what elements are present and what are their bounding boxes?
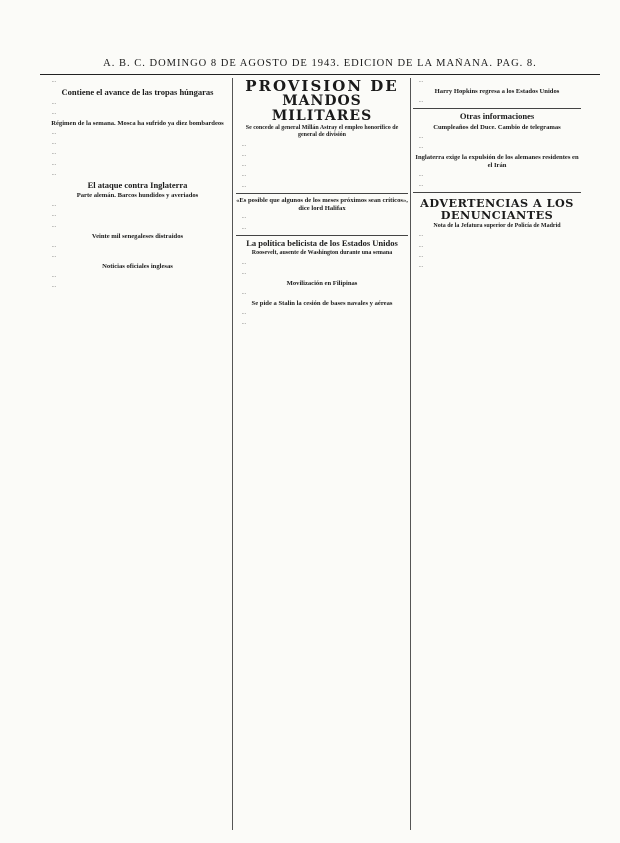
deck-line: Nota de la Jefatura superior de Policía de Madrid (433, 222, 561, 229)
subheadline: Parte alemán. Barcos hundidos y averiados (76, 192, 199, 200)
column-divider-2 (410, 78, 411, 830)
column-1 (46, 78, 229, 830)
subheadline: Veinte mil senegaleses distraidos (91, 232, 184, 240)
body-paragraph: ... (242, 259, 246, 266)
body-paragraph: ... (52, 252, 56, 259)
banner-headline: PROVISION DE (245, 78, 399, 95)
body-paragraph: ... (242, 162, 246, 169)
banner-headline: MANDOS MILITARES (271, 93, 373, 124)
body-paragraph: ... (419, 262, 423, 269)
subheadline: Cumpleaños del Duce. Cambio de telegramas (433, 123, 561, 131)
banner-headline: ADVERTENCIAS A LOS DENUNCIANTES (420, 195, 574, 223)
body-paragraph: ... (52, 283, 56, 290)
page-masthead: A. B. C. DOMINGO 8 DE AGOSTO DE 1943. EDICION DE LA MAÑANA. PAG. 8. (103, 58, 537, 69)
deck-line: Se concede al general Millán Astray el empleo honorífico de general de división (245, 125, 399, 139)
column-2 (236, 78, 408, 830)
body-paragraph: ... (52, 150, 56, 157)
body-paragraph: ... (419, 171, 423, 178)
body-paragraph: ... (242, 320, 246, 327)
body-paragraph: ... (419, 232, 423, 239)
section-rule (413, 192, 581, 193)
subheadline: Noticias oficiales inglesas (102, 263, 173, 271)
subheadline: «Es posible que algunos de los meses próximos sean críticos», dice lord Halifax (236, 196, 408, 212)
body-paragraph: ... (242, 224, 246, 231)
subheadline: Régimen de la semana. Mosca ha sufrido ya diez bombardeos (51, 120, 224, 128)
deck-line: Roosevelt, ausente de Washington durante una semana (251, 250, 393, 257)
body-paragraph: ... (52, 109, 56, 116)
body-paragraph: ... (242, 152, 246, 159)
body-paragraph: ... (419, 242, 423, 249)
body-paragraph: ... (52, 212, 56, 219)
body-paragraph: ... (419, 98, 423, 104)
section-rule (236, 235, 408, 236)
body-paragraph: ... (242, 309, 246, 316)
body-paragraph: ... (419, 143, 423, 150)
subheadline: Inglaterra exige la expulsión de los alemanes residentes en el Irán (415, 153, 579, 169)
masthead-rule (40, 74, 600, 75)
body-paragraph: ... (52, 160, 56, 167)
body-paragraph: ... (419, 181, 423, 188)
column-divider-1 (232, 78, 233, 830)
body-paragraph: ... (242, 141, 246, 148)
headline: El ataque contra Inglaterra (87, 179, 188, 190)
subheadline: Movilización en Filipinas (286, 280, 358, 288)
body-paragraph: ... (242, 214, 246, 221)
body-paragraph: ... (52, 170, 56, 177)
body-paragraph: ... (52, 222, 56, 229)
body-paragraph: ... (242, 289, 246, 296)
headline: La política belicista de los Estados Unidos (246, 237, 398, 248)
section-rule (413, 108, 581, 109)
body-paragraph: ... (419, 78, 423, 84)
body-paragraph: ... (52, 242, 56, 249)
headline: Contiene el avance de las tropas húngaras (61, 87, 214, 98)
body-paragraph: ... (52, 129, 56, 136)
column-3 (413, 78, 581, 830)
body-paragraph: ... (242, 182, 246, 189)
body-paragraph: ... (419, 252, 423, 259)
body-paragraph: ... (419, 133, 423, 140)
section-rule (236, 193, 408, 194)
body-paragraph: ... (52, 78, 56, 84)
body-paragraph: ... (242, 269, 246, 276)
body-paragraph: ... (52, 140, 56, 147)
body-paragraph: ... (52, 202, 56, 209)
subheadline: Harry Hopkins regresa a los Estados Unidos (434, 88, 560, 96)
headline: Otras informaciones (459, 111, 535, 122)
subheadline: Se pide a Stalin la cesión de bases navales y aéreas (251, 300, 393, 308)
body-paragraph: ... (52, 272, 56, 279)
body-paragraph: ... (52, 99, 56, 106)
body-paragraph: ... (242, 172, 246, 179)
